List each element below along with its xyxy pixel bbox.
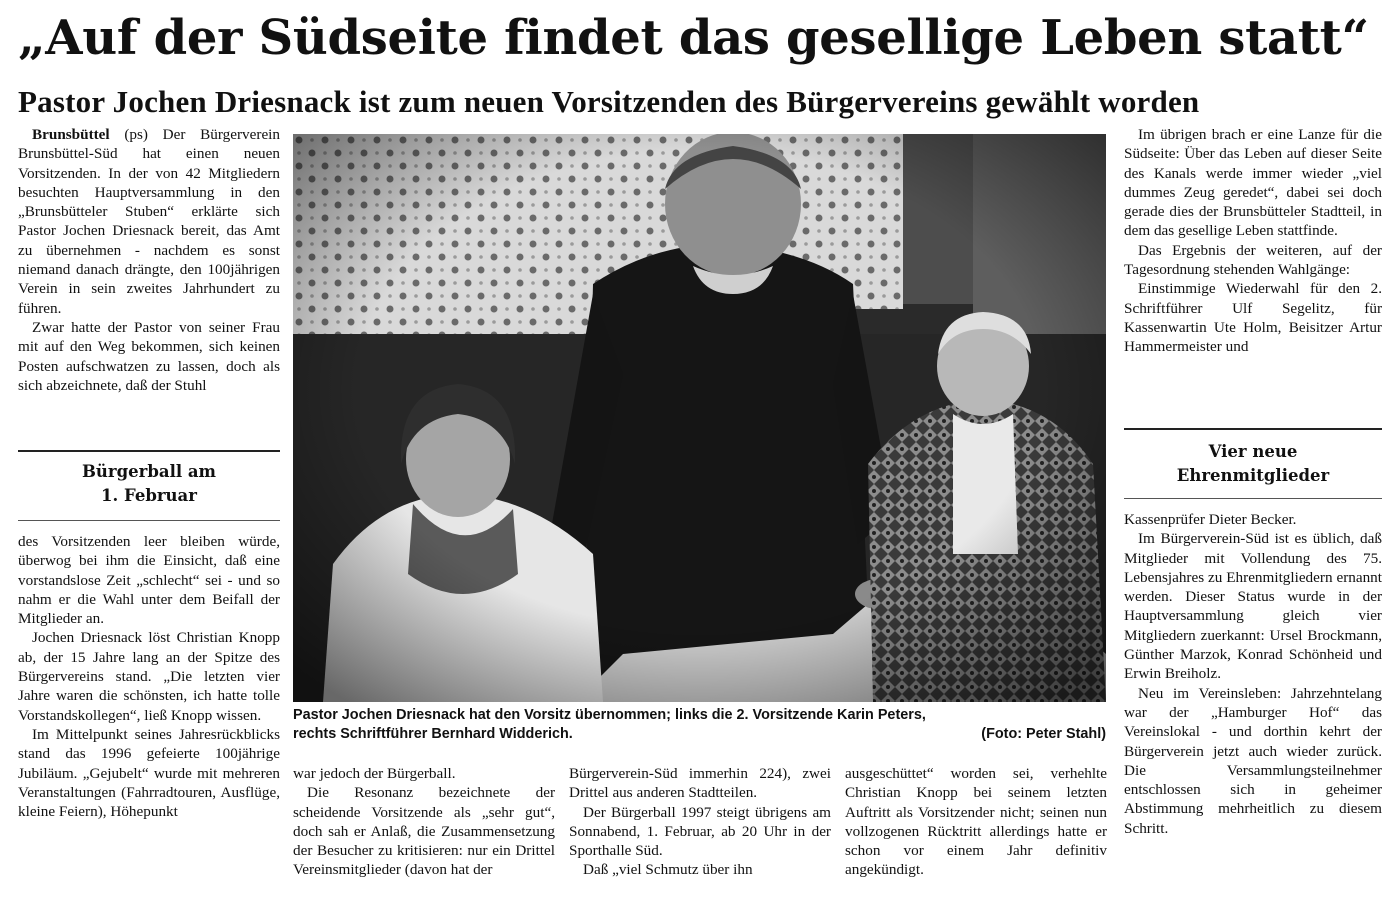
article-intro-paragraph [18,125,280,318]
column-2 [293,764,555,880]
paragraph: Die Resonanz bezeichnete der scheidende Vorsitzende als „sehr gut“, doch sah er Anlaß, die Zusammensetzung der Besucher zu kritisieren: nur ein Drittel Vereinsmitglieder (davon hat der [293,784,555,879]
column-3 [569,764,831,880]
paragraph: Im Mittelpunkt seines Jahresrückblicks stand das 1996 gefeierte 100jährige Jubiläum. „Gejubelt“ wurde mit mehreren Veranstaltungen (Fahrradtouren, Ausflüge, kleine Feiern), Höhepunkt [18,725,280,821]
box-bottom-rule [1124,498,1382,499]
paragraph: Daß „viel Schmutz über ihn [583,861,753,879]
box-top-rule [18,450,280,452]
paragraph: Im übrigen brach er eine Lanze für die Südseite: Über das Leben auf dieser Seite des Kanals werde immer wieder „viel dummes Zeug geredet“, dabei sei doch gerade dies der Brunsbütteler Stadtteil, in dem das gesellige Leben stattfinde. [1124,126,1382,240]
headline: „Auf der Südseite findet das gesellige Leben statt“ [18,10,1369,66]
paragraph: Im Bürgerverein-Süd ist es üblich, daß Mitglieder mit Vollendung des 75. Lebensjahres zu Ehrenmitgliedern ernannt werden. Dieser Status wurde in der Hauptversammlung gleich vier Mitgliedern zuerkannt: Ursel Brockmann, Günther Marzok, Konrad Schönheid und Erwin Breiholz. [1124,530,1382,683]
box-heading-line: Ehrenmitglieder [1176,466,1330,485]
caption-line-2 [293,725,1106,744]
paragraph: Zwar hatte der Pastor von seiner Frau mit auf den Weg bekommen, sich keinen Posten aufschwatzen zu lassen, doch als sich abzeichnete, daß der Stuhl [18,318,280,394]
paragraph: Neu im Vereinsleben: Jahrzehntelang war der „Hamburger Hof“ das Vereinslokal - und dorthin kehrt der Bürgerverein jetzt auch wieder zurück. Die Versammlungsteilnehmer entschlossen sich in geheimer Abstimmung mehrheitlich zu diesem Schritt. [1124,684,1382,837]
photo-caption [293,706,1106,744]
subheadline: Pastor Jochen Driesnack ist zum neuen Vorsitzenden des Bürgervereins gewählt worden [18,84,1200,119]
box-heading-line: Vier neue [1208,442,1298,461]
paragraph: des Vorsitzenden leer bleiben würde, überwog bei ihm die Einsicht, daß eine vorstandslose Zeit „schlecht“ sei - und so nahm er die Wahl unter dem Beifall der Mitglieder an. [18,533,280,628]
news-photo [293,134,1106,702]
column-4 [845,764,1107,880]
paragraph: Jochen Driesnack löst Christian Knopp ab, der 15 Jahre lang an der Spitze des Bürgervereins stand. „Die letzten vier Jahre waren die schönsten, ich hatte tolle Vorstandskollegen“, ließ Knopp wissen. [18,629,280,724]
column-1-bottom [18,532,280,821]
paragraph: Das Ergebnis der weiteren, auf der Tagesordnung stehenden Wahlgänge: [1124,241,1382,279]
box-bottom-rule [18,520,280,521]
paragraph: ausgeschüttet“ worden sei, verhehlte Christian Knopp bei seinem letzten Auftritt als Vorsitzender nicht; seinen nun vollzogenen Rücktritt allerdings hatte er schon vor einem Jahr definitiv angekündigt. [845,765,1107,879]
column-1-top [18,125,280,395]
intro-text: (ps) Der Bürgerverein Brunsbüttel-Süd hat einen neuen Vorsitzenden. In der von 42 Mitgliedern besuchten Hauptversammlung in den „Brunsbütteler Stuben“ erklärte sich Pastor Jochen Driesnack bereit, das Amt zu übernehmen - nachdem es sonst niemand danach drängte, den 100jährigen Verein in sein zweites Jahrhundert zu führen. [18,126,280,317]
box-heading-line: 1. Februar [101,486,197,505]
paragraph: Der Bürgerball 1997 steigt übrigens am Sonnabend, 1. Februar, ab 20 Uhr in der Sporthalle Süd. [569,803,831,860]
paragraph: Kassenprüfer Dieter Becker. [1124,511,1297,528]
paragraph: war jedoch der Bürgerball. [293,765,456,782]
caption-line-1: Pastor Jochen Driesnack hat den Vorsitz übernommen; links die 2. Vorsitzende Karin Peters, [293,707,926,723]
column-5-bottom [1124,510,1382,838]
paragraph: Einstimmige Wiederwahl für den 2. Schriftführer Ulf Segelitz, für Kassenwartin Ute Holm, Beisitzer Artur Hammermeister und [1124,280,1382,356]
paragraph: Bürgerverein-Süd immerhin 224), zwei Drittel aus anderen Stadtteilen. [569,765,831,802]
box-heading-line: Bürgerball am [81,462,217,481]
box-heading-buergerball [18,460,280,508]
box-top-rule [1124,428,1382,430]
box-heading-ehrenmitglieder [1124,440,1382,488]
caption-text: rechts Schriftführer Bernhard Widderich. [293,726,573,742]
dateline: Brunsbüttel [32,126,110,143]
photo-credit: (Foto: Peter Stahl) [981,726,1106,742]
column-5-top [1124,125,1382,357]
